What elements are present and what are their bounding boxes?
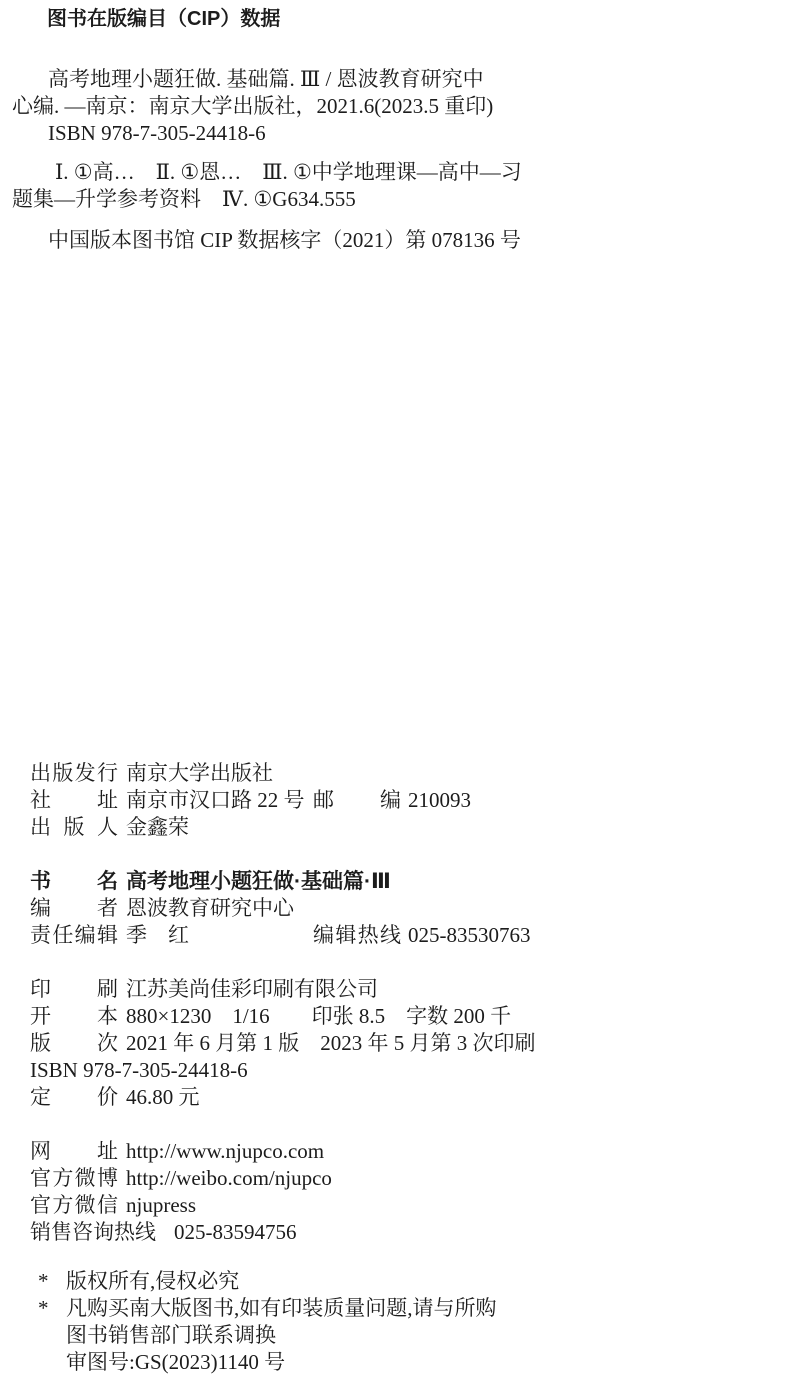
row-label: 书名 [30,870,118,893]
row-label: 开本 [30,1004,118,1028]
row-label: 网址 [30,1139,118,1163]
printing-group [30,976,770,1111]
row-website [30,1138,770,1165]
row-value: 南京大学出版社 [126,761,273,785]
row-edition [30,1030,770,1057]
row-label: 官方微信 [30,1193,118,1217]
quality-notice-continued: 图书销售部门联系调换 [66,1323,276,1347]
row-label: 官方微博 [30,1166,118,1190]
row-label: 社址 [30,788,118,812]
row-label: 出版人 [30,815,118,839]
row-printer [30,976,770,1003]
row-isbn: ISBN 978-7-305-24418-6 [30,1058,248,1082]
row-price [30,1084,770,1111]
row-value: 金鑫荣 [126,815,189,839]
row-sales-hotline [30,1219,770,1246]
cip-record-number: 中国版本图书馆 CIP 数据核字（2021）第 078136 号 [48,228,521,252]
row-value: 恩波教育研究中心 [126,896,294,920]
cip-data-block [0,6,790,254]
row-weibo [30,1165,770,1192]
weibo-url: http://weibo.com/njupco [126,1166,332,1190]
cip-entry-line: 高考地理小题狂做. 基础篇. Ⅲ / 恩波教育研究中 [48,67,484,91]
colophon [30,760,770,1246]
row-publisher-person [30,814,770,841]
row-value: 46.80 元 [126,1085,200,1109]
row-value: 季 红 [126,923,189,947]
row-label: 责任编辑 [30,923,118,947]
asterisk-bullet: * [38,1296,49,1320]
website-url: http://www.njupco.com [126,1139,325,1163]
cip-header: 图书在版编目（CIP）数据 [47,8,281,30]
editor-hotline-label: 编辑热线 [313,923,401,947]
copyright-notice: 版权所有,侵权必究 [66,1269,240,1293]
row-editor [30,895,770,922]
row-value: 南京市汉口路 22 号 [126,788,305,812]
row-format [30,1003,770,1030]
notice-line [38,1268,497,1295]
wechat-id: njupress [126,1193,196,1217]
row-wechat [30,1192,770,1219]
editor-hotline-value: 025-83530763 [408,923,531,947]
notice-line [38,1295,497,1322]
book-title: 高考地理小题狂做·基础篇·Ⅲ [126,870,391,893]
row-publisher [30,760,770,787]
row-value: 江苏美尚佳彩印刷有限公司 [126,977,378,1001]
footer-notices [38,1268,497,1376]
cip-classification-line: 题集—升学参考资料 Ⅳ. ①G634.555 [12,187,356,211]
row-book-name [30,868,770,895]
cip-classification-line: Ⅰ. ①高… Ⅱ. ①恩… Ⅲ. ①中学地理课—高中—习 [55,160,522,184]
row-value: 2021 年 6 月第 1 版 2023 年 5 月第 3 次印刷 [126,1031,536,1055]
row-label: 销售咨询热线 [30,1220,156,1244]
asterisk-bullet: * [38,1269,49,1293]
row-label: 印刷 [30,977,118,1001]
row-label: 出版发行 [30,761,118,785]
row-address [30,787,770,814]
row-label: 编者 [30,896,118,920]
sales-hotline-value: 025-83594756 [174,1220,297,1244]
cip-isbn-line: ISBN 978-7-305-24418-6 [48,121,266,145]
row-label: 定价 [30,1085,118,1109]
row-exec-editor [30,922,770,949]
map-approval-number: 审图号:GS(2023)1140 号 [66,1350,286,1374]
postcode-value: 210093 [408,788,471,812]
contact-group [30,1138,770,1246]
quality-notice: 凡购买南大版图书,如有印装质量问题,请与所购 [66,1296,497,1320]
row-value: 880×1230 1/16 印张 8.5 字数 200 千 [126,1004,512,1028]
publisher-group [30,760,770,841]
cip-entry-line: 心编. —南京：南京大学出版社，2021.6(2023.5 重印) [12,94,494,118]
book-info-group [30,868,770,949]
cip-entry [12,66,790,213]
row-label: 版次 [30,1031,118,1055]
postcode-label: 邮编 [313,788,401,812]
